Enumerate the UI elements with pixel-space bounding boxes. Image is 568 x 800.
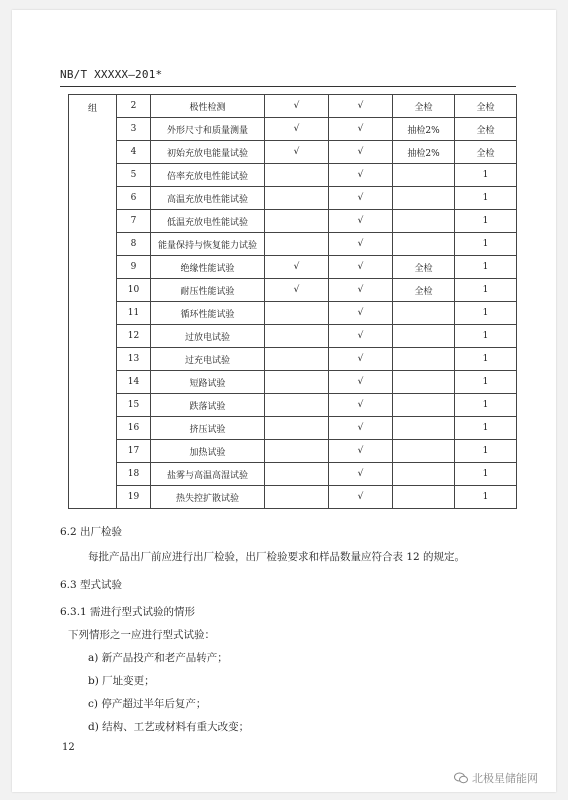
table-cell-name: 耐压性能试验 xyxy=(151,279,265,302)
table-cell-name: 初始充放电能量试验 xyxy=(151,141,265,164)
table-row xyxy=(69,164,517,187)
table-cell-c4: 全检 xyxy=(455,141,517,164)
table-cell-name: 盐雾与高温高湿试验 xyxy=(151,463,265,486)
table-cell-c4: 1 xyxy=(455,440,517,463)
table-cell-c2: √ xyxy=(329,118,393,141)
table-cell-c3 xyxy=(393,394,455,417)
table-cell-c3 xyxy=(393,233,455,256)
table-cell-c2: √ xyxy=(329,141,393,164)
table-cell-no: 19 xyxy=(117,486,151,509)
table-row xyxy=(69,325,517,348)
table-cell-c1: √ xyxy=(265,118,329,141)
table-row xyxy=(69,486,517,509)
section-6-3-title: 6.3 型式试验 xyxy=(60,579,123,591)
table-cell-name: 热失控扩散试验 xyxy=(151,486,265,509)
table-cell-no: 17 xyxy=(117,440,151,463)
table-cell-c3: 全检 xyxy=(393,279,455,302)
list-item: c) 停产超过半年后复产； xyxy=(88,698,207,710)
table-cell-c1 xyxy=(265,440,329,463)
table-cell-c2: √ xyxy=(329,486,393,509)
table-cell-c1: √ xyxy=(265,141,329,164)
group-label-cell: 组 xyxy=(69,95,117,509)
table-cell-c1 xyxy=(265,348,329,371)
table-row xyxy=(69,210,517,233)
table-cell-no: 12 xyxy=(117,325,151,348)
table-cell-c2: √ xyxy=(329,164,393,187)
table-cell-c3 xyxy=(393,187,455,210)
table-cell-c1 xyxy=(265,210,329,233)
table-cell-c4: 1 xyxy=(455,279,517,302)
table-cell-no: 14 xyxy=(117,371,151,394)
table-row xyxy=(69,279,517,302)
table-cell-c4: 1 xyxy=(455,302,517,325)
table-row xyxy=(69,394,517,417)
table-row xyxy=(69,187,517,210)
table-cell-no: 10 xyxy=(117,279,151,302)
table-cell-name: 跌落试验 xyxy=(151,394,265,417)
table-cell-c1 xyxy=(265,394,329,417)
watermark xyxy=(454,770,538,786)
table-cell-c4: 1 xyxy=(455,233,517,256)
table-cell-no: 7 xyxy=(117,210,151,233)
table-cell-c1 xyxy=(265,417,329,440)
table-cell-c1 xyxy=(265,486,329,509)
table-cell-c4: 1 xyxy=(455,463,517,486)
table-cell-c4: 1 xyxy=(455,394,517,417)
table-row xyxy=(69,463,517,486)
table-cell-name: 低温充放电性能试验 xyxy=(151,210,265,233)
table-cell-c1 xyxy=(265,371,329,394)
header-rule xyxy=(60,86,516,87)
test-items-table xyxy=(68,94,517,509)
table-cell-c4: 1 xyxy=(455,210,517,233)
table-cell-c4: 全检 xyxy=(455,118,517,141)
table-cell-c2: √ xyxy=(329,279,393,302)
table-cell-c2: √ xyxy=(329,417,393,440)
table-cell-name: 加热试验 xyxy=(151,440,265,463)
table-cell-c3 xyxy=(393,164,455,187)
section-6-2-title: 6.2 出厂检验 xyxy=(60,526,123,538)
table-cell-name: 极性检测 xyxy=(151,95,265,118)
table-row xyxy=(69,233,517,256)
table-cell-c2: √ xyxy=(329,302,393,325)
table-cell-c3 xyxy=(393,348,455,371)
standard-header: NB/T XXXXX—201* xyxy=(60,68,163,81)
table-cell-name: 能量保持与恢复能力试验 xyxy=(151,233,265,256)
list-item: d) 结构、工艺或材料有重大改变； xyxy=(88,721,250,733)
table-cell-c4: 1 xyxy=(455,325,517,348)
table-cell-no: 3 xyxy=(117,118,151,141)
table-cell-no: 5 xyxy=(117,164,151,187)
table-row xyxy=(69,118,517,141)
table-cell-c1 xyxy=(265,164,329,187)
table-cell-c4: 1 xyxy=(455,486,517,509)
table-cell-name: 过放电试验 xyxy=(151,325,265,348)
table-row xyxy=(69,302,517,325)
table-cell-c3: 抽检2% xyxy=(393,118,455,141)
table-cell-c3 xyxy=(393,486,455,509)
table-cell-no: 18 xyxy=(117,463,151,486)
table-row xyxy=(69,141,517,164)
table-cell-c2: √ xyxy=(329,394,393,417)
table-cell-c1: √ xyxy=(265,256,329,279)
table-cell-name: 高温充放电性能试验 xyxy=(151,187,265,210)
section-6-3-1-intro: 下列情形之一应进行型式试验： xyxy=(68,629,215,641)
table-cell-c3 xyxy=(393,463,455,486)
table-cell-no: 13 xyxy=(117,348,151,371)
list-item: a) 新产品投产和老产品转产； xyxy=(88,652,228,664)
table-cell-no: 4 xyxy=(117,141,151,164)
table-cell-c4: 1 xyxy=(455,256,517,279)
table-cell-no: 16 xyxy=(117,417,151,440)
table-cell-name: 挤压试验 xyxy=(151,417,265,440)
table-row xyxy=(69,371,517,394)
table-row xyxy=(69,348,517,371)
table-cell-no: 8 xyxy=(117,233,151,256)
page-number: 12 xyxy=(62,742,75,753)
section-6-3-1-title: 6.3.1 需进行型式试验的情形 xyxy=(60,606,196,618)
table-cell-c2: √ xyxy=(329,210,393,233)
table-cell-c3 xyxy=(393,210,455,233)
table-row xyxy=(69,417,517,440)
table-cell-c3 xyxy=(393,325,455,348)
table-cell-c1 xyxy=(265,187,329,210)
table-cell-c2: √ xyxy=(329,440,393,463)
table-cell-no: 9 xyxy=(117,256,151,279)
table-cell-c1 xyxy=(265,325,329,348)
table-cell-c1 xyxy=(265,302,329,325)
table-cell-name: 绝缘性能试验 xyxy=(151,256,265,279)
table-cell-c4: 1 xyxy=(455,371,517,394)
table-cell-c2: √ xyxy=(329,187,393,210)
table-cell-name: 过充电试验 xyxy=(151,348,265,371)
table-cell-c2: √ xyxy=(329,463,393,486)
table-cell-c2: √ xyxy=(329,256,393,279)
wechat-logo-icon xyxy=(454,772,468,784)
table-row xyxy=(69,95,517,118)
table-cell-c2: √ xyxy=(329,348,393,371)
table-cell-c3 xyxy=(393,417,455,440)
table-cell-c1 xyxy=(265,233,329,256)
table-cell-c1 xyxy=(265,463,329,486)
section-6-2-body: 每批产品出厂前应进行出厂检验，出厂检验要求和样品数量应符合表 12 的规定。 xyxy=(88,551,466,563)
table-cell-name: 倍率充放电性能试验 xyxy=(151,164,265,187)
table-cell-no: 2 xyxy=(117,95,151,118)
table-row xyxy=(69,440,517,463)
table-cell-c2: √ xyxy=(329,233,393,256)
table-cell-c4: 1 xyxy=(455,417,517,440)
table-cell-name: 循环性能试验 xyxy=(151,302,265,325)
table-row xyxy=(69,256,517,279)
table-cell-c3 xyxy=(393,302,455,325)
table-cell-c3 xyxy=(393,440,455,463)
list-item: b) 厂址变更； xyxy=(88,675,155,687)
table-cell-c2: √ xyxy=(329,95,393,118)
table-cell-no: 15 xyxy=(117,394,151,417)
table-cell-c2: √ xyxy=(329,325,393,348)
table-cell-c4: 1 xyxy=(455,187,517,210)
table-cell-name: 短路试验 xyxy=(151,371,265,394)
table-cell-c3 xyxy=(393,371,455,394)
table-cell-name: 外形尺寸和质量测量 xyxy=(151,118,265,141)
table-cell-c3: 全检 xyxy=(393,256,455,279)
table-cell-c4: 1 xyxy=(455,348,517,371)
table-cell-c1: √ xyxy=(265,95,329,118)
table-cell-c4: 全检 xyxy=(455,95,517,118)
table-cell-c2: √ xyxy=(329,371,393,394)
table-cell-no: 11 xyxy=(117,302,151,325)
table-cell-c4: 1 xyxy=(455,164,517,187)
watermark-text: 北极星储能网 xyxy=(472,772,538,785)
table-cell-c3: 全检 xyxy=(393,95,455,118)
table-cell-c1: √ xyxy=(265,279,329,302)
table-cell-no: 6 xyxy=(117,187,151,210)
table-cell-c3: 抽检2% xyxy=(393,141,455,164)
